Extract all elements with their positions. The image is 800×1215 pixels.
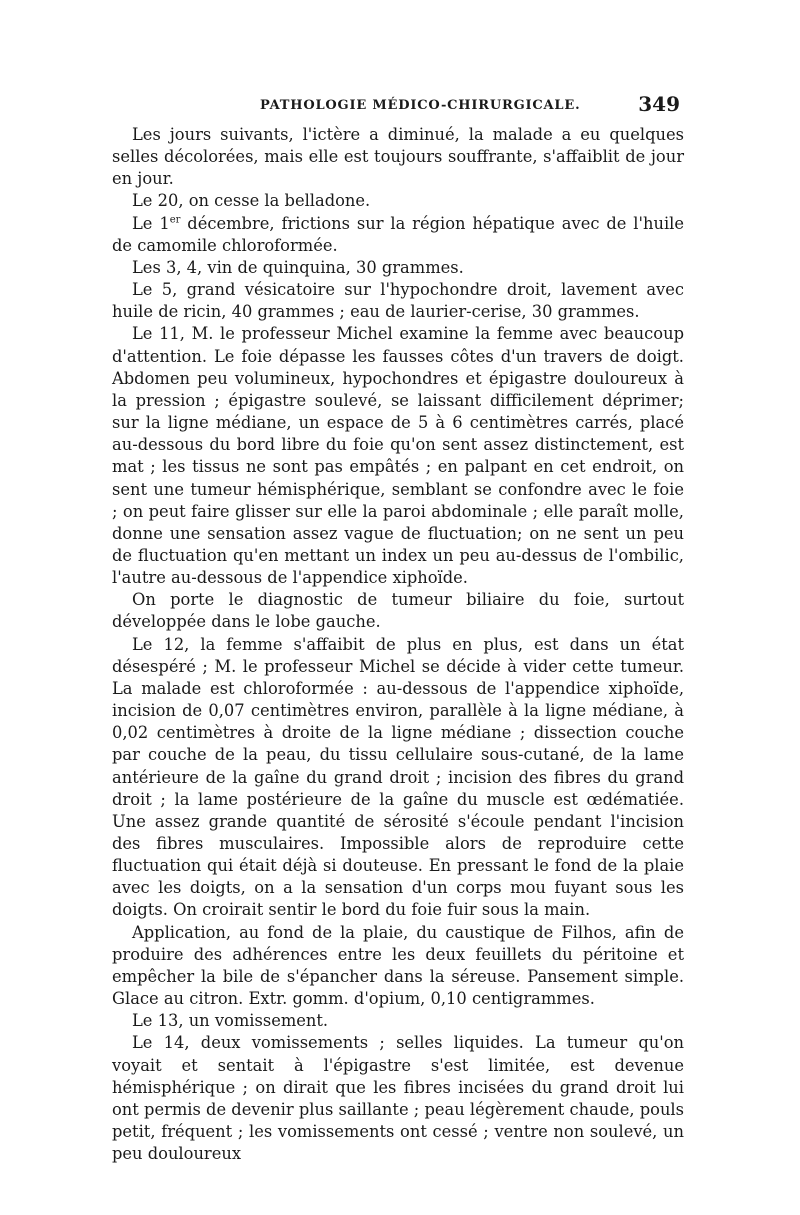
paragraph: Le 13, un vomissement.: [132, 1011, 329, 1031]
ordinal-suffix: er: [169, 214, 181, 226]
paragraph: Les 3, 4, vin de quinquina, 30 grammes.: [132, 257, 464, 277]
running-title: PATHOLOGIE MÉDICO-CHIRURGICALE.: [260, 98, 581, 113]
paragraph: On porte le diagnostic de tumeur biliaire du foie, surtout développée dans le lobe gauche.: [112, 590, 684, 632]
body-text: [112, 124, 684, 1165]
book-page: [112, 92, 684, 1165]
paragraph: Le 12, la femme s'affaibit de plus en plus, est dans un état désespéré ; M. le professeur Michel se décide à vider cette tumeur. La malade est chloroformée : au-dessous de l'appendice xiphoïde, incision de 0,07 centimètres environ, parallèle à la ligne médiane, à 0,02 centimètres à droite de la ligne médiane ; dissection couche par couche de la peau, du tissu cellulaire sous-cutané, de la lame antérieure de la gaîne du grand droit ; incision des fibres du grand droit ; la lame postérieure de la gaîne du muscle est œdématiée. Une assez grande quantité de sérosité s'écoule pendant l'incision des fibres musculaires. Impossible alors de reproduire cette fluctuation qui était déjà si douteuse. En pressant le fond de la plaie avec les doigts, on a la sensation d'un corps mou fuyant sous les doigts. On croirait sentir le bord du foie fuir sous la main.: [112, 634, 684, 920]
paragraph: Les jours suivants, l'ictère a diminué, la malade a eu quelques selles décolorées, mais elle est toujours souffrante, s'affaiblit de jour en jour.: [112, 125, 684, 189]
paragraph: Le 1er décembre, frictions sur la région hépatique avec de l'huile de camomile chloroformée.: [112, 213, 684, 255]
paragraph: Le 5, grand vésicatoire sur l'hypochondre droit, lavement avec huile de ricin, 40 grammes ; eau de laurier-cerise, 30 grammes.: [112, 280, 684, 322]
paragraph: Application, au fond de la plaie, du caustique de Filhos, afin de produire des adhérences entre les deux feuillets du péritoine et empêcher la bile de s'épancher dans la séreuse. Pansement simple. Glace au citron. Extr. gomm. d'opium, 0,10 centigrammes.: [112, 922, 684, 1009]
paragraph: Le 14, deux vomissements ; selles liquides. La tumeur qu'on voyait et sentait à l'épigastre s'est limitée, est devenue hémisphérique ; on dirait que les fibres incisées du grand droit lui ont permis de devenir plus saillante ; peau légèrement chaude, pouls petit, fréquent ; les vomissements ont cessé ; ventre non soulevé, un peu douloureux: [112, 1033, 684, 1164]
page-header: [112, 92, 684, 122]
paragraph: Le 11, M. le professeur Michel examine la femme avec beaucoup d'attention. Le foie dépasse les fausses côtes d'un travers de doigt. Abdomen peu volumineux, hypochondres et épigastre douloureux à la pression ; épigastre soulevé, se laissant difficilement déprimer; sur la ligne médiane, un espace de 5 à 6 centimètres carrés, placé au-dessous du bord libre du foie qu'on sent assez distinctement, est mat ; les tissus ne sont pas empâtés ; en palpant en cet endroit, on sent une tumeur hémisphérique, semblant se confondre avec le foie ; on peut faire glisser sur elle la paroi abdominale ; elle paraît molle, donne une sensation assez vague de fluctuation; on ne sent un peu de fluctuation qu'en mettant un index un peu au-dessus de l'ombilic, l'autre au-dessous de l'appendice xiphoïde.: [112, 324, 684, 588]
paragraph: Le 20, on cesse la belladone.: [132, 191, 371, 211]
page-number: 349: [638, 92, 680, 116]
